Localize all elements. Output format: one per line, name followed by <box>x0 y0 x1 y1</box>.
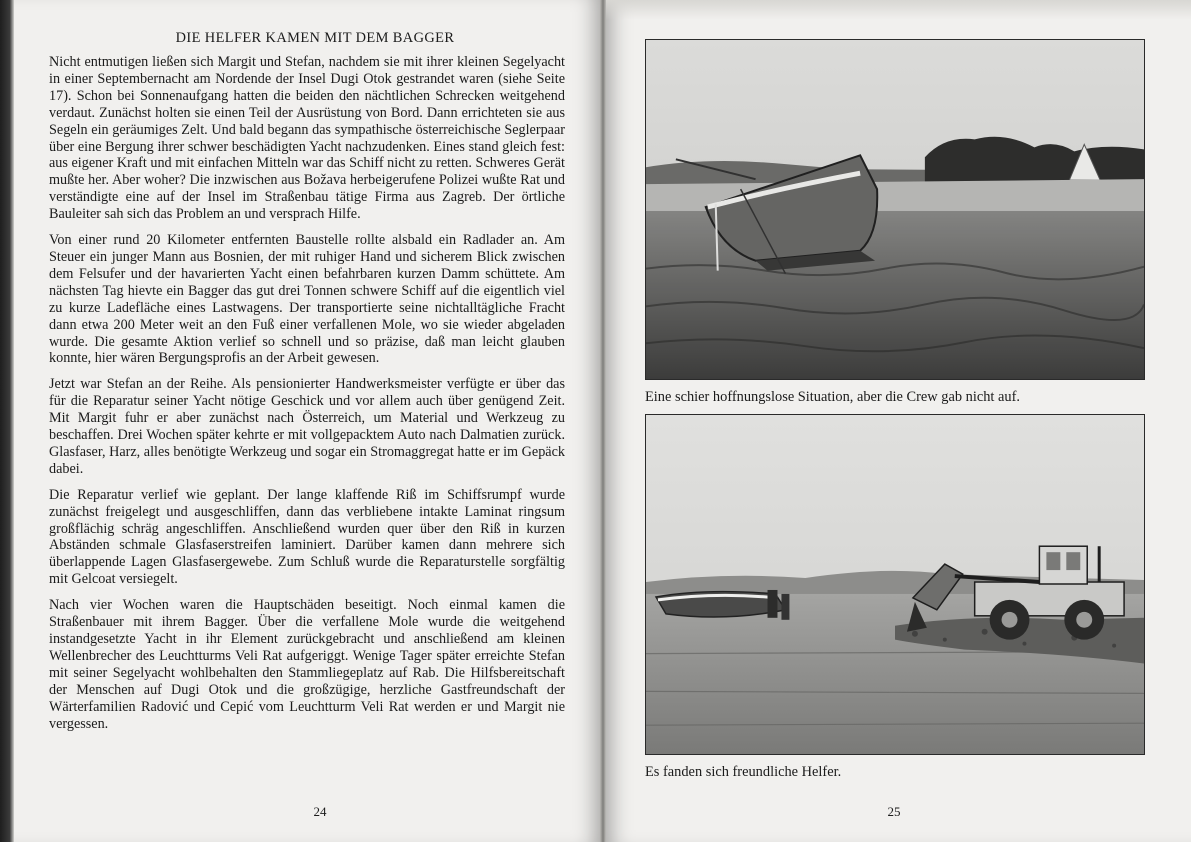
paragraph-2: Von einer rund 20 Kilometer entfernten Baustelle rollte alsbald ein Radlader an. Am Steuer ein junger Mann aus Bosnien, der mit ruhiger Hand und sicherem Blick zwischen dem Felsufer und der havarierten Yacht einen befahrbaren kurzen Damm schüttete. Am nächsten Tag hievte ein Bagger das gut drei Tonnen schwere Schiff auf die eigentlich viel zu kurze Ladefläche eines Lastwagens. Der transportierte seine nichtalltägliche Fracht dann etwa 200 Meter weit an den Fuß einer verfallenen Mole, wo sie wieder abgeladen wurde. Die gesamte Aktion verlief so schnell und so präzise, daß man leicht glauben konnte, hier wären Bergungsprofis an der Arbeit gewesen. <box>49 232 565 367</box>
photo-caption-1: Eine schier hoffnungslose Situation, aber die Crew gab nicht auf. <box>645 389 1020 405</box>
book-edge <box>0 0 14 842</box>
article-title: DIE HELFER KAMEN MIT DEM BAGGER <box>175 30 455 46</box>
paragraph-3: Jetzt war Stefan an der Reihe. Als pensionierter Handwerksmeister verfügte er über das für die Reparatur seiner Yacht nötige Geschick und vor allem auch über genügend Zeit. Mit Margit fuhr er aber zunächst nach Österreich, um Material und Werkzeug zu beschaffen. Drei Wochen später kehrte er mit vollgepacktem Auto nach Dalmatien zurück. Glasfaser, Harz, alles benötigte Werkzeug und sogar ein Stromaggregat hatte er im Gepäck dabei. <box>49 376 565 477</box>
paragraph-4: Die Reparatur verlief wie geplant. Der lange klaffende Riß im Schiffsrumpf wurde zunächst freigelegt und ausgeschliffen, dann das verbliebene intakte Laminat ringsum großflächig schräg angeschliffen. Anschließend wurden quer über den Riß in kurzen Abständen schmale Glasfaserstreifen laminiert. Darüber kamen dann mehrere sich überlappende Lagen Glasfasergewebe. Zum Schluß wurde die Reparaturstelle sorgfältig mit Gelcoat versiegelt. <box>49 486 565 588</box>
page-number-left: 24 <box>313 804 327 819</box>
paragraph-5: Nach vier Wochen waren die Hauptschäden beseitigt. Noch einmal kamen die Straßenbauer mit ihrem Bagger. Über die verfallene Mole wurde die weitgehend instandgesetzte Yacht in ihr Element zurückgebracht und anschließend am kleinen Wellenbrecher des Leuchtturms Veli Rat aufgeriggt. Wenige Tager später erreichte Stefan mit seiner Segelyacht wohlbehalten den Stammliegeplatz auf Rab. Die Hilfsbereitschaft der Menschen auf Dugi Otok und die großzügige, herzliche Gastfreundschaft der Wärterfamilien Radović und Cepić vom Leuchtturm Veli Rat werden er und Margit nie vergessen. <box>49 597 565 732</box>
photo-caption-2: Es fanden sich freundliche Helfer. <box>645 764 842 780</box>
photo-wheel-loader <box>645 414 1145 755</box>
page-shadow <box>606 0 1191 20</box>
paragraph-1: Nicht entmutigen ließen sich Margit und Stefan, nachdem sie mit ihrer kleinen Segelyacht in einer Septembernacht am Nordende der Insel Dugi Otok gestrandet waren (siehe Seite 17). Schon bei Sonnenaufgang hatten die beiden den nächtlichen Schrecken weitgehend verdaut. Zunächst holten sie einen Teil der Ausrüstung von Bord. Dann errichteten sie aus Segeln ein geräumiges Zelt. Und bald begann das sympathische österreichische Seglerpaar über eine Bergung ihrer schwer beschädigten Yacht nachzudenken. Eines stand gleich fest: aus eigener Kraft und mit einfachen Mitteln war das Schiff nicht zu retten. Schweres Gerät mußte her. Aber woher? Die inzwischen aus Božava herbeigerufene Polizei wußte Rat und verständigte eine auf der Insel im Straßenbau tätige Firma aus Zagreb. Der örtliche Bauleiter sah sich das Problem an und versprach Hilfe. <box>49 54 565 223</box>
article-body <box>49 54 565 741</box>
photo-stranded-yacht <box>645 39 1145 380</box>
page-number-right: 25 <box>887 804 901 819</box>
